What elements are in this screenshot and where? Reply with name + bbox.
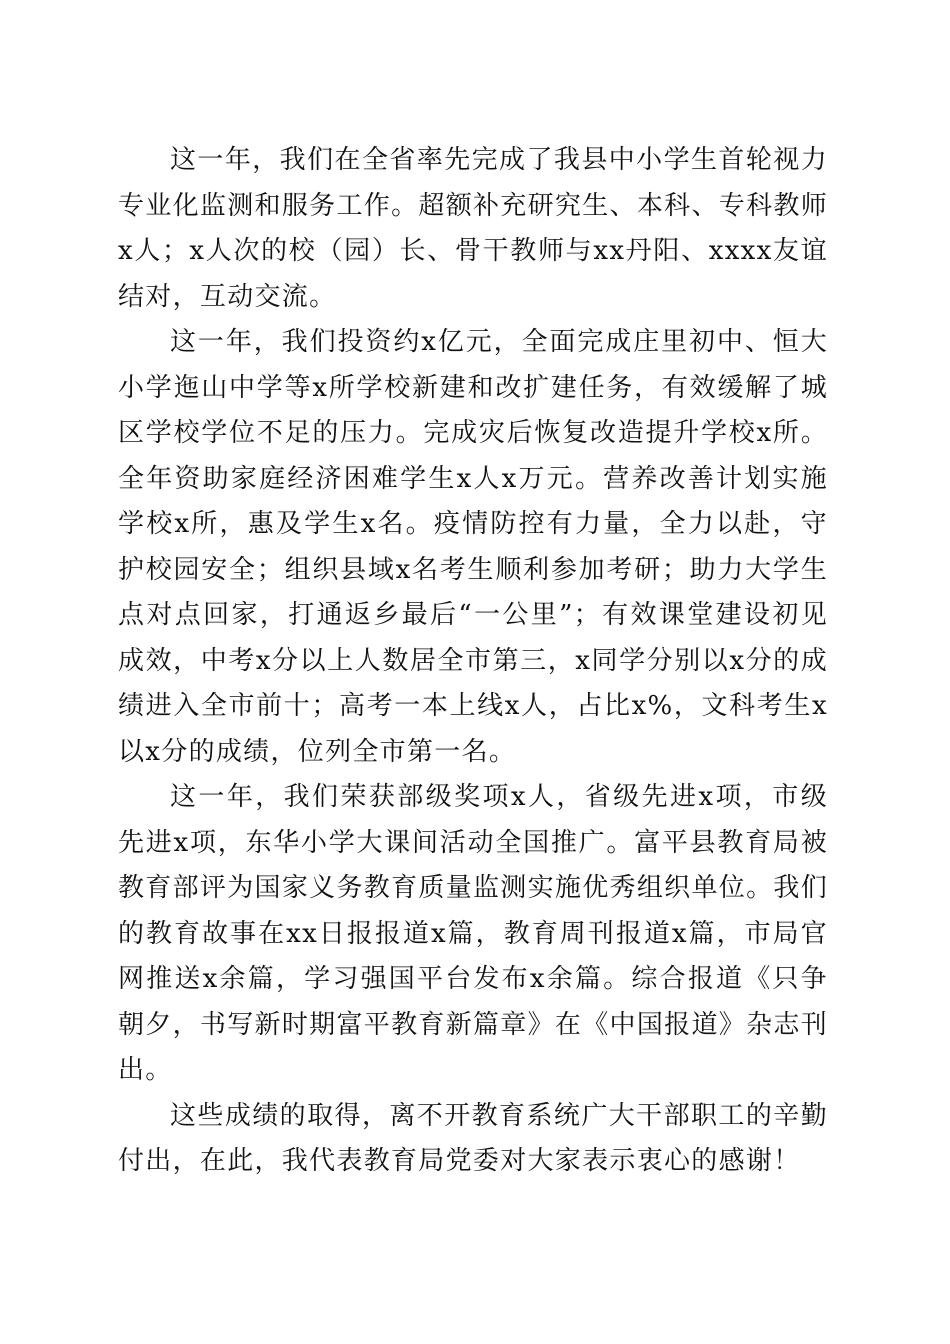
paragraph-eye-screening: 这一年，我们在全省率先完成了我县中小学生首轮视力专业化监测和服务工作。超额补充研究生、本科、专科教师x人；x人次的校（园）长、骨干教师与xx丹阳、xxxx友谊结对，互动交流。 [118, 145, 828, 312]
paragraph-school-construction: 这一年，我们投资约x亿元，全面完成庄里初中、恒大小学迤山中学等x所学校新建和改扩建任务，有效缓解了城区学校学位不足的压力。完成灾后恢复改造提升学校x所。全年资助家庭经济困难学生x人x万元。营养改善计划实施学校x所，惠及学生x名。疫情防控有力量，全力以赴，守护校园安全；组织县域x名考生顺利参加考研；助力大学生点对点回家，打通返乡最后“一公里”；有效课堂建设初见成效，中考x分以上人数居全市第三，x同学分别以x分的成绩进入全市前十；高考一本上线x人，占比x%，文科考生x以x分的成绩，位列全市第一名。 [118, 327, 828, 767]
paragraph-awards: 这一年，我们荣获部级奖项x人，省级先进x项，市级先进x项，东华小学大课间活动全国推广。富平县教育局被教育部评为国家义务教育质量监测实施优秀组织单位。我们的教育故事在xx日报报道x篇，教育周刊报道x篇，市局官网推送x余篇，学习强国平台发布x余篇。综合报道《只争朝夕，书写新时期富平教育新篇章》在《中国报道》杂志刊出。 [118, 782, 828, 1085]
paragraph-thanks: 这些成绩的取得，离不开教育系统广大干部职工的辛勤付出，在此，我代表教育局党委对大家表示衷心的感谢！ [118, 1100, 828, 1176]
document-body [118, 138, 828, 1185]
